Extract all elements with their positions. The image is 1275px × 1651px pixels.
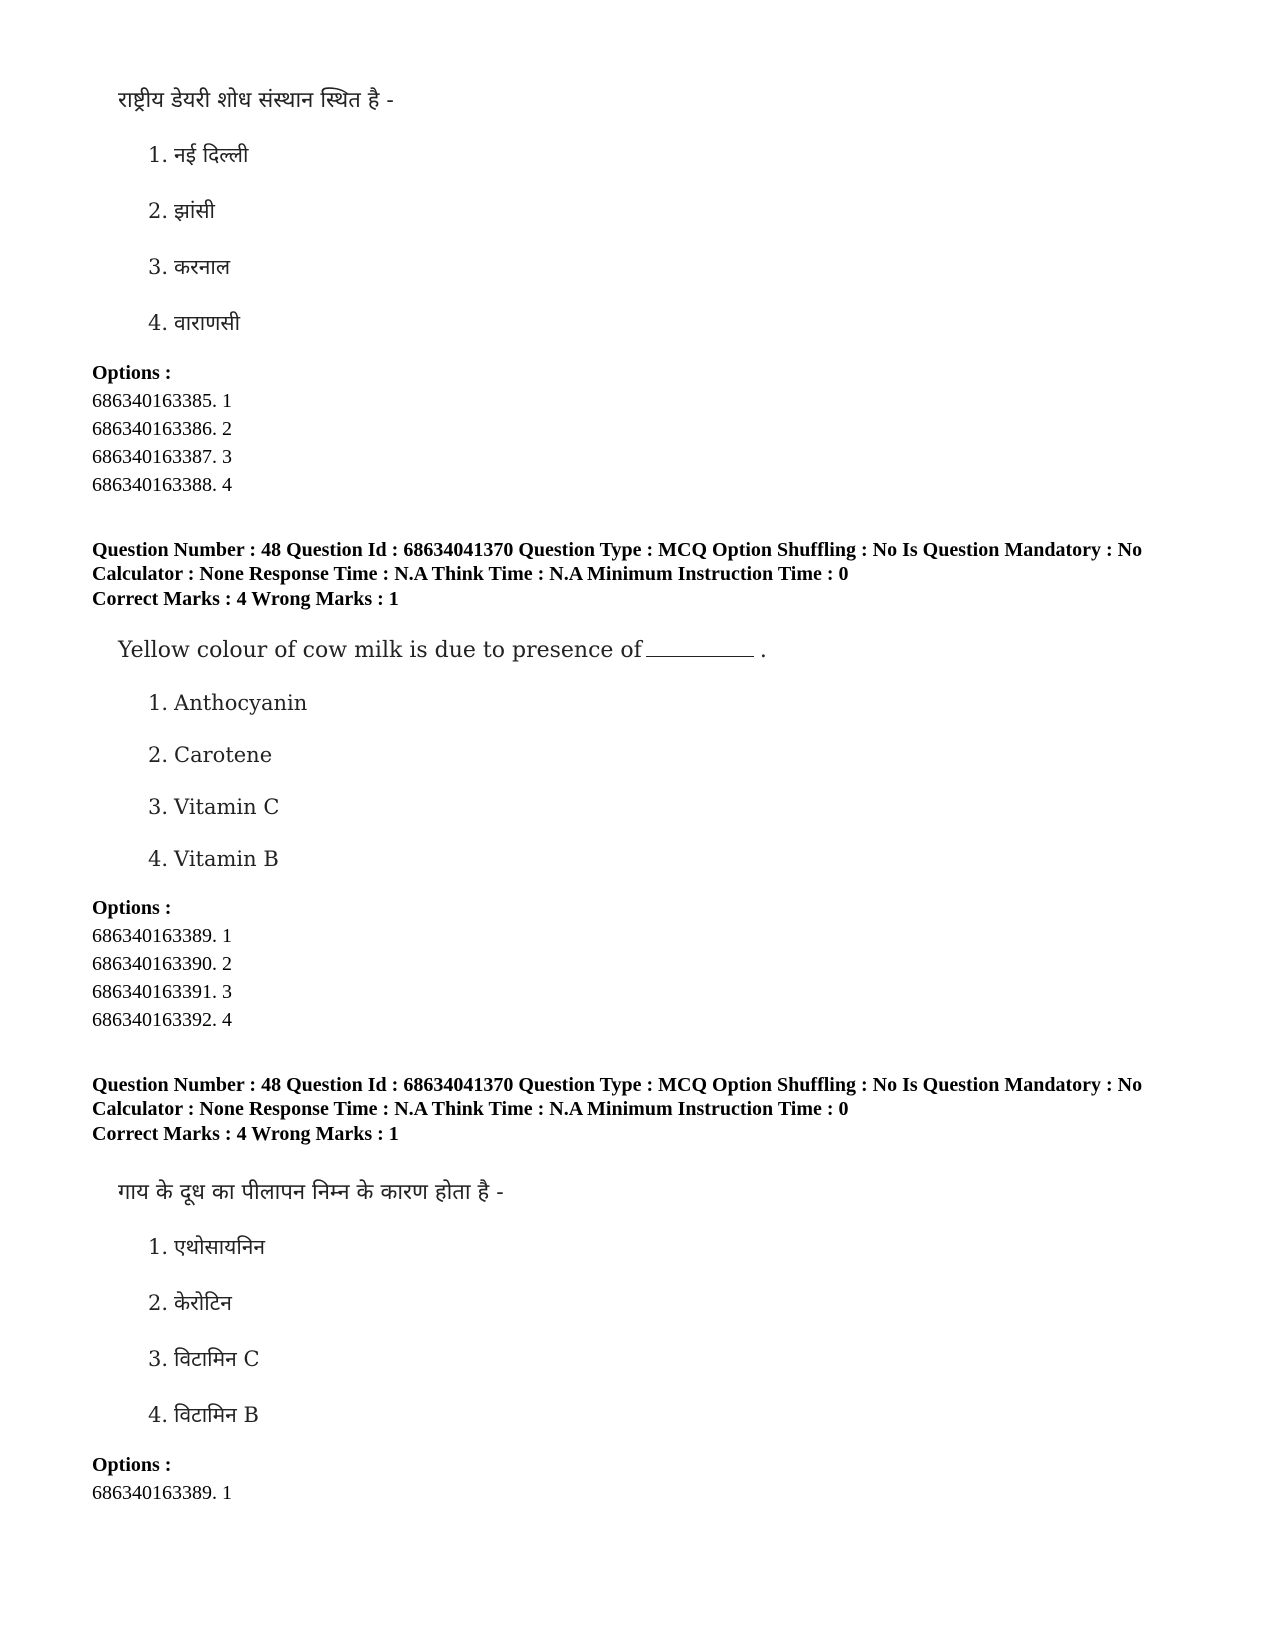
question-meta: Question Number : 48 Question Id : 68634041370 Question Type : MCQ Option Shuffling : No Is Question Mandatory : No Calculator : None Response Time : N.A Think Time : N.A Minimum Instruction Time : 0 [92,1074,1143,1120]
option-id: 686340163386. 2 [92,418,232,440]
question-text: Yellow colour of cow milk is due to presence of . [118,638,767,663]
choice-item: 1. नई दिल्ली [148,143,249,167]
choice-item: 4. विटामिन B [148,1403,259,1427]
option-id: 686340163389. 1 [92,925,232,947]
option-id: 686340163389. 1 [92,1482,232,1504]
option-id: 686340163385. 1 [92,390,232,412]
options-label: Options : [92,897,172,919]
option-id: 686340163388. 4 [92,474,232,496]
marks-info: Correct Marks : 4 Wrong Marks : 1 [92,588,399,610]
choice-item: 3. विटामिन C [148,1347,260,1371]
answer-blank [646,638,754,657]
choice-item: 3. करनाल [148,255,231,279]
choice-item: 2. Carotene [148,743,273,767]
options-label: Options : [92,1454,172,1476]
question-text: राष्ट्रीय डेयरी शोध संस्थान स्थित है - [118,88,394,113]
marks-info: Correct Marks : 4 Wrong Marks : 1 [92,1123,399,1145]
choice-item: 3. Vitamin C [148,795,280,819]
choice-item: 4. वाराणसी [148,311,241,335]
choice-item: 2. झांसी [148,199,215,223]
question-text: गाय के दूध का पीलापन निम्न के कारण होता है - [118,1180,504,1205]
option-id: 686340163387. 3 [92,446,232,468]
choice-item: 2. केरोटिन [148,1291,232,1315]
choice-item: 4. Vitamin B [148,847,279,871]
choice-item: 1. एथोसायनिन [148,1235,266,1259]
option-id: 686340163391. 3 [92,981,232,1003]
question-meta: Question Number : 48 Question Id : 68634041370 Question Type : MCQ Option Shuffling : No Is Question Mandatory : No Calculator : None Response Time : N.A Think Time : N.A Minimum Instruction Time : 0 [92,539,1143,585]
choice-item: 1. Anthocyanin [148,691,308,715]
options-label: Options : [92,362,172,384]
option-id: 686340163392. 4 [92,1009,232,1031]
option-id: 686340163390. 2 [92,953,232,975]
